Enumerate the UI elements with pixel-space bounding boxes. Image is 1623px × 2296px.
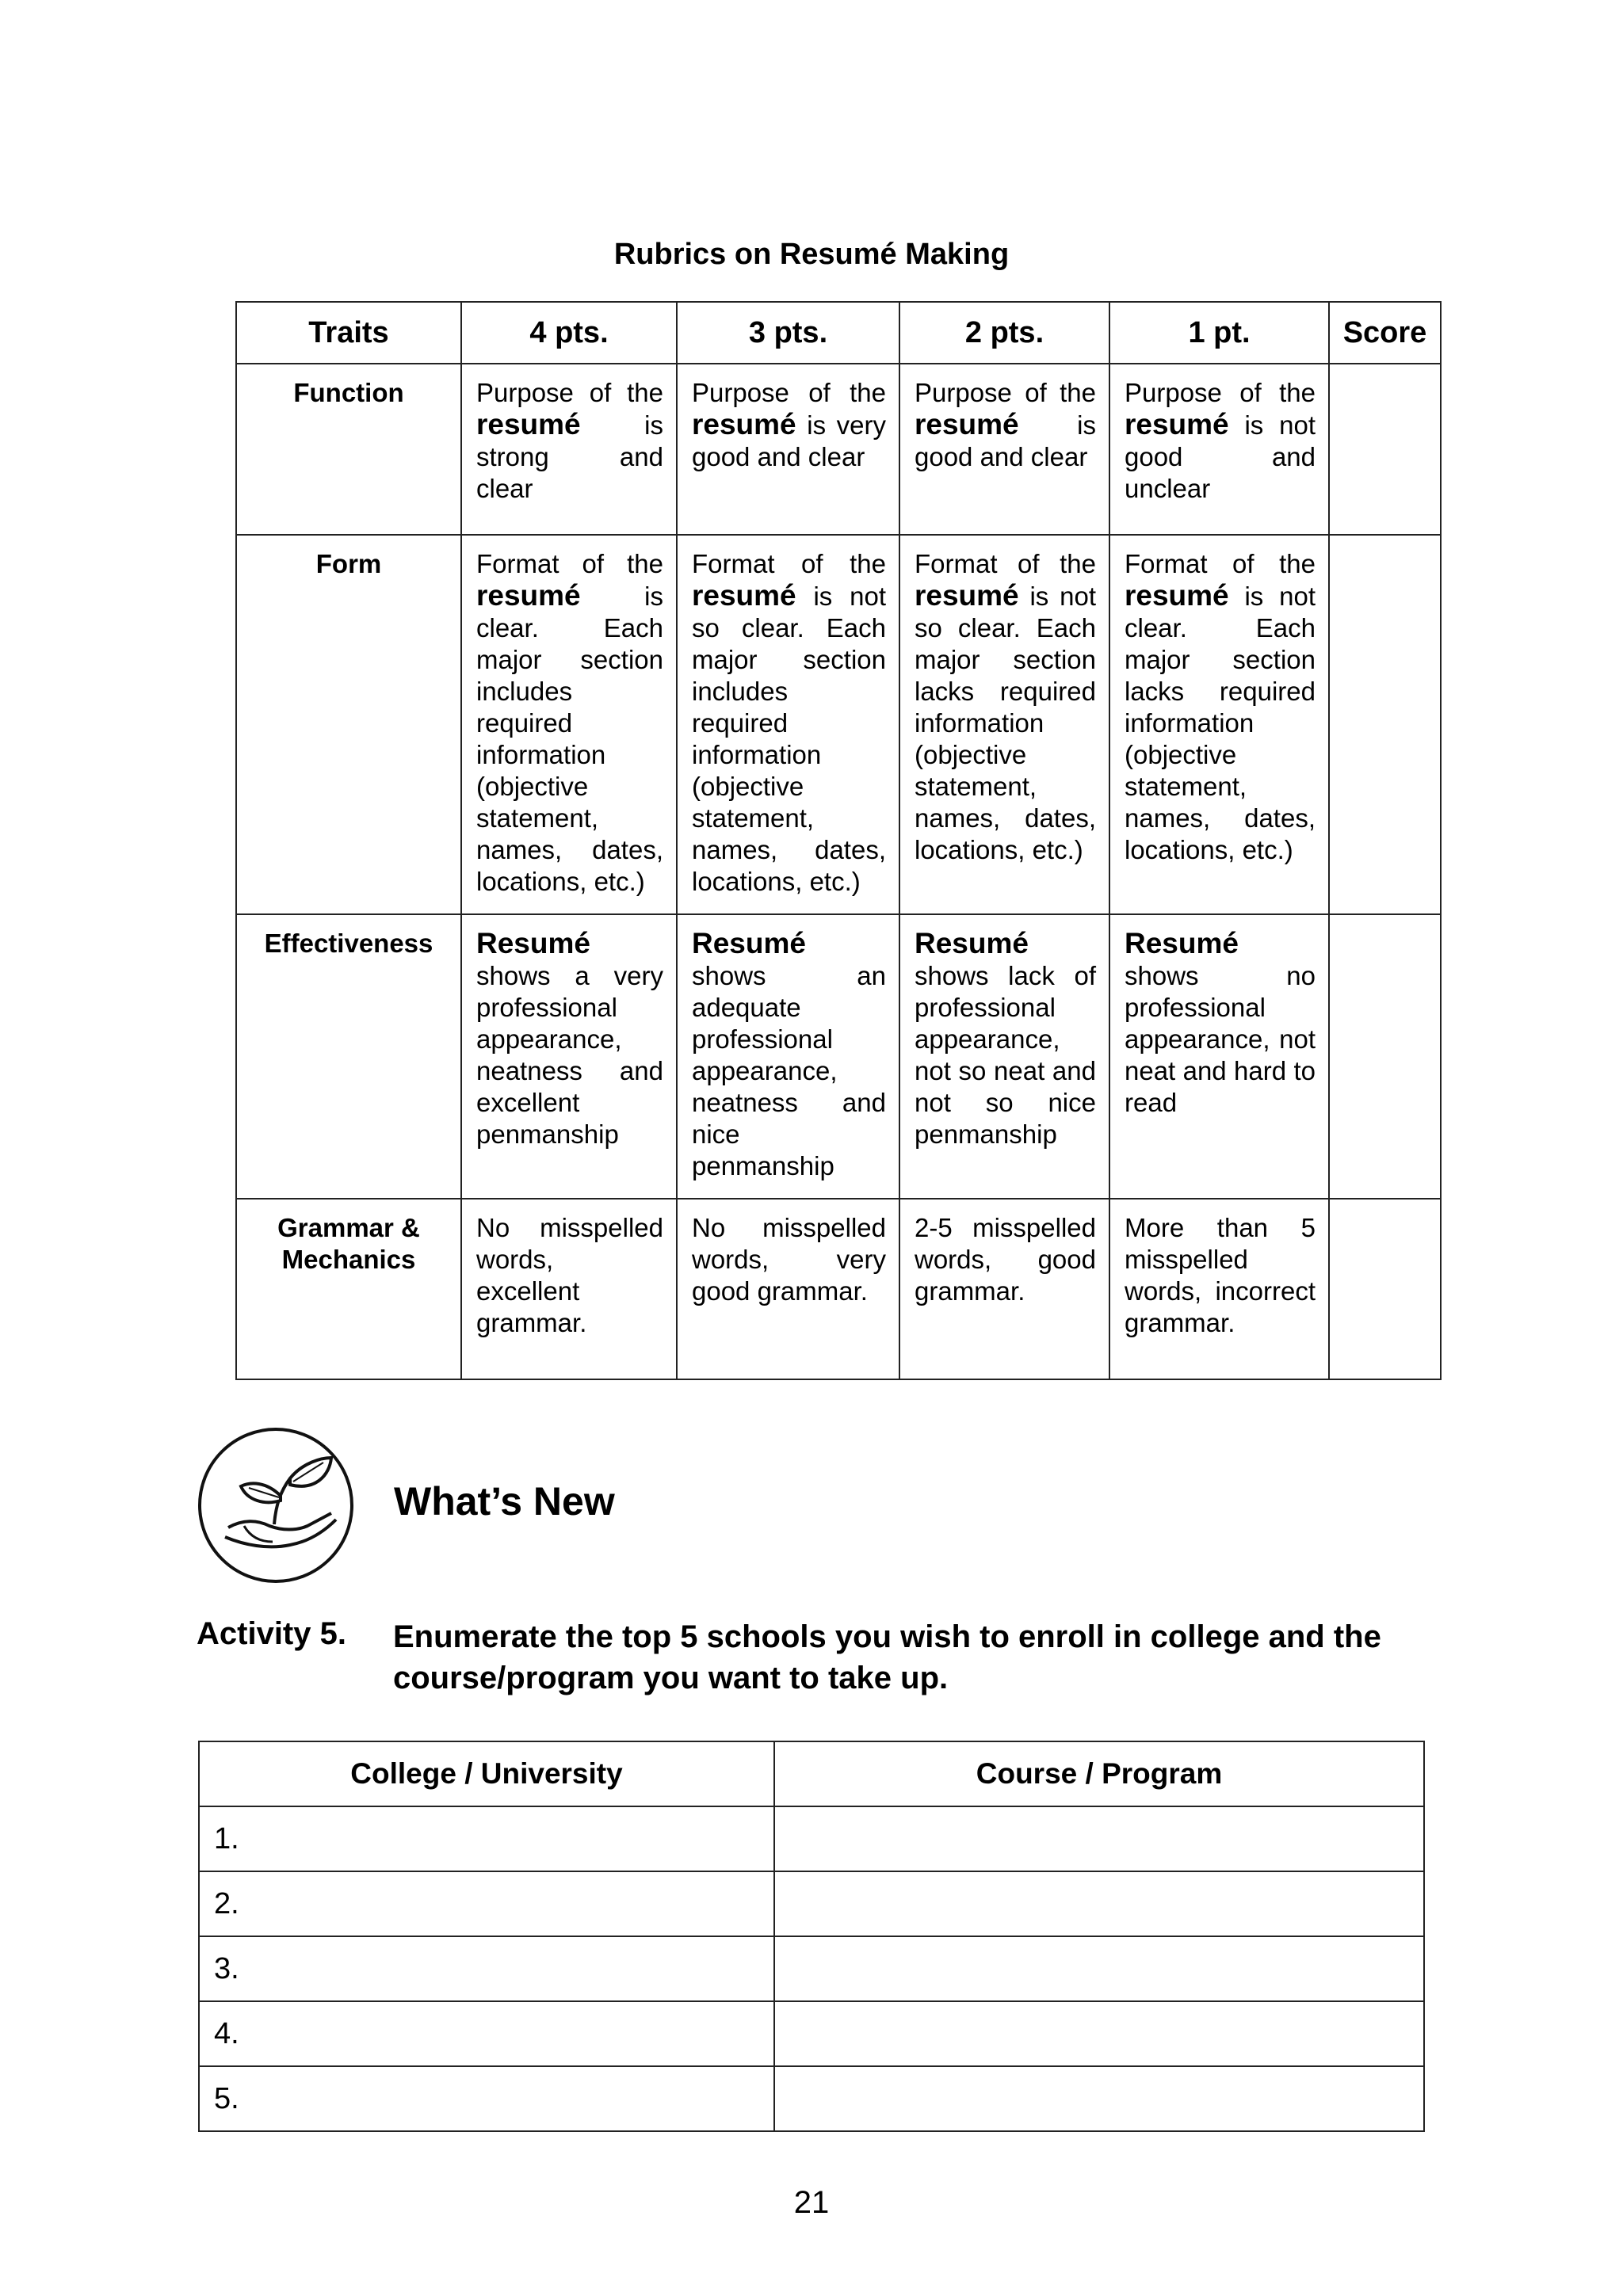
rubric-cell-text: 2-5 misspelled words, good grammar. (915, 1213, 1096, 1306)
score-cell[interactable] (1329, 535, 1441, 914)
resume-keyword: Resumé (692, 927, 806, 959)
score-cell[interactable] (1329, 914, 1441, 1199)
school-row (199, 1936, 1424, 2001)
rubric-cell-text: is very good and clear (692, 410, 886, 471)
trait-name-line: Effectiveness (264, 929, 433, 958)
header-1-pt: 1 pt. (1109, 302, 1329, 364)
rubric-cell (677, 535, 899, 914)
section-title: What’s New (394, 1479, 615, 1524)
resume-keyword: resumé (915, 579, 1019, 612)
school-row (199, 2001, 1424, 2066)
rubric-cell-text: shows a very professional appearance, neatness and excellent penmanship (476, 961, 663, 1149)
rubric-cell (1109, 1199, 1329, 1379)
course-cell[interactable] (774, 1806, 1424, 1871)
header-college-university: College / University (199, 1741, 774, 1806)
resume-keyword: resumé (915, 408, 1019, 441)
rubric-cell-text: No misspelled words, excellent grammar. (476, 1213, 663, 1337)
resume-keyword: resumé (476, 408, 581, 441)
course-cell[interactable] (774, 2001, 1424, 2066)
trait-name-line: Grammar & (277, 1213, 420, 1242)
rubric-header-row (236, 302, 1441, 364)
score-cell[interactable] (1329, 1199, 1441, 1379)
rubric-title: Rubrics on Resumé Making (613, 238, 1010, 271)
rubric-cell (677, 364, 899, 535)
rubric-cell (899, 914, 1109, 1199)
rubric-row (236, 1199, 1441, 1379)
trait-name-line: Mechanics (281, 1245, 416, 1274)
resume-keyword: resumé (1125, 579, 1229, 612)
course-cell[interactable] (774, 1871, 1424, 1936)
resume-keyword: Resumé (1125, 927, 1239, 959)
rubric-cell-text: is strong and clear (476, 410, 663, 503)
rubric-row (236, 535, 1441, 914)
trait-name (236, 535, 461, 914)
trait-name (236, 364, 461, 535)
rubric-cell (899, 535, 1109, 914)
rubric-cell (1109, 535, 1329, 914)
college-cell[interactable]: 2. (199, 1871, 774, 1936)
header-course-program: Course / Program (774, 1741, 1424, 1806)
page-number: 21 (793, 2185, 830, 2220)
rubric-cell (461, 914, 677, 1199)
rubric-cell (461, 1199, 677, 1379)
header-score: Score (1329, 302, 1441, 364)
trait-name-line: Form (315, 549, 382, 578)
rubric-cell-text: is good and clear (915, 410, 1096, 471)
rubric-cell-text: Format of the (476, 549, 663, 578)
rubric-cell-text: is not so clear. Each major section includes required information (objective statement, names, dates, locations, etc.) (692, 582, 886, 896)
schools-table (198, 1741, 1425, 2132)
resume-keyword: Resumé (476, 927, 590, 959)
rubric-row (236, 364, 1441, 535)
rubric-cell-text: shows an adequate professional appearance, neatness and nice penmanship (692, 961, 886, 1180)
rubric-cell (677, 1199, 899, 1379)
college-cell[interactable]: 5. (199, 2066, 774, 2131)
rubric-cell-text: Purpose of the (692, 378, 886, 407)
rubric-cell (461, 364, 677, 535)
schools-header-row (199, 1741, 1424, 1806)
resume-keyword: resumé (692, 408, 796, 441)
rubric-cell (899, 1199, 1109, 1379)
resume-keyword: resumé (692, 579, 796, 612)
rubric-cell-text: is not so clear. Each major section lacks required information (objective statement, names, dates, locations, etc.) (915, 582, 1096, 864)
college-cell[interactable]: 3. (199, 1936, 774, 2001)
rubric-cell-text: is not clear. Each major section lacks required information (objective statement, names, dates, locations, etc.) (1125, 582, 1316, 864)
school-row (199, 1806, 1424, 1871)
score-cell[interactable] (1329, 364, 1441, 535)
rubric-cell-text: More than 5 misspelled words, incorrect grammar. (1125, 1213, 1316, 1337)
header-2-pts: 2 pts. (899, 302, 1109, 364)
activity-instructions: Enumerate the top 5 schools you wish to enroll in college and the course/program you want to take up. (393, 1619, 1381, 1695)
rubric-cell-text: Format of the (915, 549, 1096, 578)
rubric-cell-text: Purpose of the (915, 378, 1096, 407)
rubric-table (235, 301, 1442, 1380)
rubric-cell-text: shows no professional appearance, not neat and hard to read (1125, 961, 1316, 1117)
header-4-pts: 4 pts. (461, 302, 677, 364)
rubric-cell (461, 535, 677, 914)
course-cell[interactable] (774, 2066, 1424, 2131)
rubric-cell (677, 914, 899, 1199)
school-row (199, 1871, 1424, 1936)
rubric-cell-text: Purpose of the (476, 378, 663, 407)
course-cell[interactable] (774, 1936, 1424, 2001)
resume-keyword: resumé (1125, 408, 1229, 441)
rubric-cell (1109, 914, 1329, 1199)
rubric-cell-text: shows lack of professional appearance, not so neat and not so nice penmanship (915, 961, 1096, 1149)
trait-name (236, 1199, 461, 1379)
college-cell[interactable]: 4. (199, 2001, 774, 2066)
school-row (199, 2066, 1424, 2131)
rubric-cell (899, 364, 1109, 535)
resume-keyword: Resumé (915, 927, 1029, 959)
header-3-pts: 3 pts. (677, 302, 899, 364)
rubric-cell-text: is not good and unclear (1125, 410, 1316, 503)
rubric-cell-text: Purpose of the (1125, 378, 1316, 407)
trait-name-line: Function (293, 378, 404, 407)
rubric-cell-text: is clear. Each major section includes required information (objective statement, names, dates, locations, etc.) (476, 582, 663, 896)
rubric-cell-text: Format of the (692, 549, 886, 578)
trait-name (236, 914, 461, 1199)
rubric-cell (1109, 364, 1329, 535)
activity-label: Activity 5. (197, 1616, 346, 1651)
college-cell[interactable]: 1. (199, 1806, 774, 1871)
rubric-row (236, 914, 1441, 1199)
resume-keyword: resumé (476, 579, 581, 612)
rubric-cell-text: Format of the (1125, 549, 1316, 578)
rubric-cell-text: No misspelled words, very good grammar. (692, 1213, 886, 1306)
header-traits: Traits (236, 302, 461, 364)
hand-holding-seedling-icon (197, 1426, 355, 1585)
